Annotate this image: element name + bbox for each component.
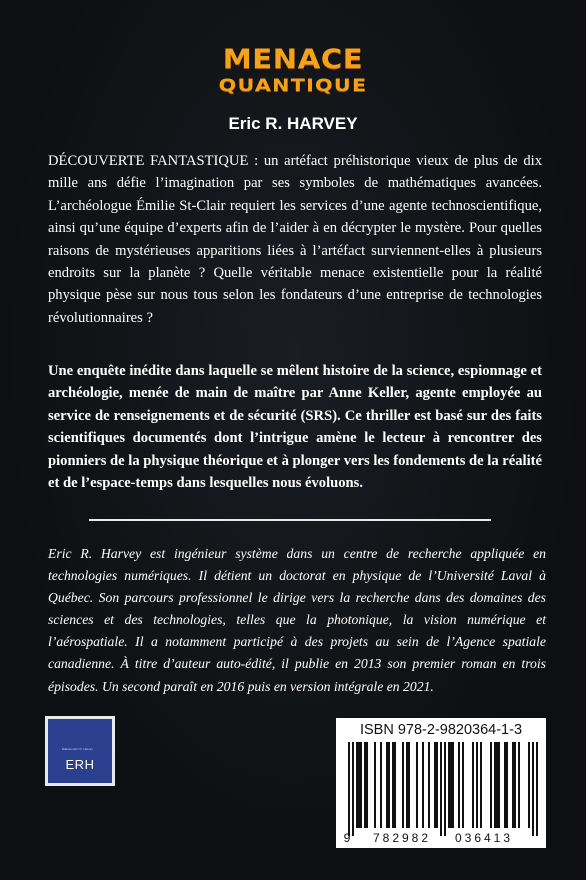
barcode-bar: [498, 742, 500, 828]
barcode-bar: [422, 742, 424, 828]
book-title-line2: QUANTIQUE: [218, 76, 368, 96]
isbn-label: ISBN 978-2-9820364-1-3: [359, 722, 523, 738]
barcode-bar: [360, 742, 362, 828]
barcode-bar: [436, 742, 438, 828]
barcode-bar: [388, 742, 390, 828]
barcode-image: [336, 718, 546, 848]
barcode-right-digits: 036413: [454, 831, 514, 845]
barcode-left-digits: 782982: [372, 831, 432, 845]
barcode-bar: [450, 742, 452, 828]
barcode-bar: [402, 742, 404, 828]
barcode-bar: [504, 742, 506, 828]
barcode-bar: [514, 742, 516, 828]
barcode-bar: [364, 742, 366, 828]
divider-line: [89, 519, 491, 521]
barcode-bar: [448, 742, 450, 828]
barcode-bar: [496, 742, 498, 828]
barcode-bar: [428, 742, 430, 828]
barcode-bar: [494, 742, 496, 828]
barcode-bar: [408, 742, 410, 828]
barcode-bar: [512, 742, 514, 828]
barcode-bar: [452, 742, 454, 828]
barcode-bar: [394, 742, 396, 828]
author-biography: Eric R. Harvey est ingénieur système dans un centre de recherche appliquée en technologies numériques. Il détient un doctorat en physique de l’Université Laval à Québec. Son parcours professionnel le dirige vers la recherche dans des domaines des sciences et des technologies, telles que la photonique, la vision numérique et l’aérospatiale. Il a notamment participé à des projets au sein de l’Agence spatiale canadienne. À titre d’auteur auto-édité, il publie en 2013 son premier roman en trois épisodes. Un second paraît en 2016 puis en version intégrale en 2021.: [48, 546, 546, 694]
barcode-bar: [348, 742, 350, 836]
barcode-bar: [392, 742, 394, 828]
barcode-bar: [444, 742, 446, 836]
publisher-logo-small-text: Éditions Eric R. Harvey: [62, 747, 93, 751]
isbn-barcode: [336, 718, 546, 848]
barcode-bar: [528, 742, 530, 828]
synopsis-paragraph-1: DÉCOUVERTE FANTASTIQUE : un artéfact préhistorique vieux de plus de dix mille ans défie l’imagination par ses symboles de mathématiques avancées. L’archéologue Émilie St-Clair requiert les services d’une agente technoscientifique, ainsi qu’une équipe d’experts afin de l’aider à en décrypter le mystère. Pour quelles raisons de mystérieuses apparitions liées à l’artéfact surviennent-elles à plusieurs endroits sur la planète ? Quelle véritable menace existentielle pour la réalité physique pèse sur nous tous selon les fondateurs d’une entreprise de technologies révolutionnaires ?: [48, 153, 542, 326]
barcode-bar: [480, 742, 482, 828]
barcode-bar: [380, 742, 382, 828]
barcode-bar: [462, 742, 464, 828]
synopsis-paragraph-2: Une enquête inédite dans laquelle se mêlent histoire de la science, espionnage et archéologie, menée de main de maître par Anne Keller, agente employée au service de renseignements et de sécurité (SRS). Ce thriller est basé sur des faits scientifiques documentés dont l’intrigue amène le lecteur à rencontrer des pionniers de la physique théorique et à plonger vers les fondements de la réalité et de l’espace-temps dans lesquelles nous évoluons.: [48, 363, 542, 492]
barcode-bar: [386, 742, 388, 828]
barcode-bar: [440, 742, 442, 836]
barcode-bar: [536, 742, 538, 836]
barcode-bar: [476, 742, 478, 828]
barcode-bar: [416, 742, 418, 828]
barcode-bar: [358, 742, 360, 828]
publisher-logo: [45, 716, 115, 786]
barcode-bar: [472, 742, 474, 828]
author-name: Eric R. HARVEY: [228, 114, 358, 133]
barcode-bar: [506, 742, 508, 828]
barcode-bar: [458, 742, 460, 828]
barcode-bar: [366, 742, 368, 828]
barcode-bar: [532, 742, 534, 836]
publisher-logo-text: ERH: [65, 757, 95, 772]
barcode-bar: [352, 742, 354, 836]
book-title-line1: MENACE: [222, 44, 364, 75]
barcode-bar: [374, 742, 376, 828]
barcode-bar: [434, 742, 436, 828]
barcode-bar: [356, 742, 358, 828]
barcode-first-digit: 9: [343, 831, 351, 845]
barcode-bar: [518, 742, 520, 828]
barcode-bar: [490, 742, 492, 828]
barcode-bars: [348, 742, 538, 836]
barcode-bar: [406, 742, 408, 828]
